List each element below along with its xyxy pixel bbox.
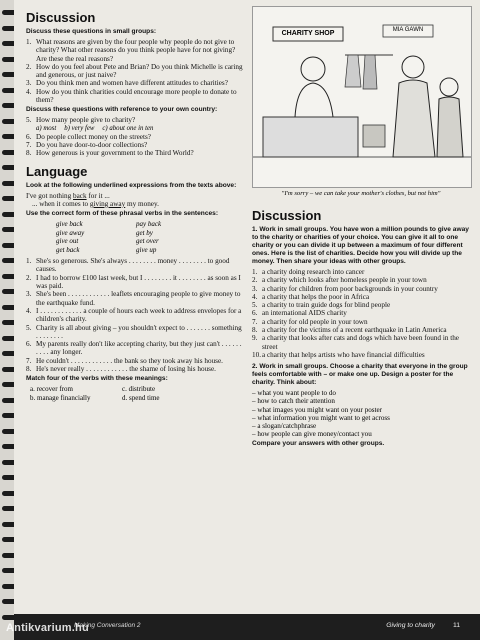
item-number: 6. bbox=[26, 132, 32, 141]
discussion-heading: Discussion bbox=[26, 10, 96, 25]
language-instruction: Look at the following underlined expressions from the texts above: bbox=[26, 181, 237, 189]
discussion-heading-2: Discussion bbox=[252, 208, 322, 223]
item-text: He couldn't . . . . . . . . . . . . the bank so they took away his house. bbox=[36, 356, 223, 365]
discussion-instruction: Discuss these questions in small groups: bbox=[26, 28, 157, 35]
item-number: 8. bbox=[252, 326, 258, 335]
item-number: 7. bbox=[26, 140, 32, 149]
list-item bbox=[26, 133, 244, 141]
item-number: 2. bbox=[26, 62, 32, 71]
item-number: 8. bbox=[26, 365, 32, 374]
option: c) about one in ten bbox=[102, 124, 154, 132]
meanings-grid bbox=[26, 385, 244, 402]
list-item bbox=[252, 276, 470, 284]
item-text: I . . . . . . . . . . . . a couple of hours each week to address envelopes for a children's charity. bbox=[36, 306, 242, 324]
item-text: Do you have door-to-door collections? bbox=[36, 140, 148, 149]
item-number: 2. bbox=[26, 273, 32, 282]
footer-section-title: Giving to charity bbox=[386, 622, 435, 629]
list-item bbox=[252, 309, 470, 317]
list-item bbox=[252, 318, 470, 326]
book-page bbox=[14, 0, 480, 640]
item-text: She's so generous. She's always . . . . . . . . money . . . . . . . . to good causes. bbox=[36, 257, 230, 274]
cartoon-caption: "I'm sorry – we can take your mother's clothes, but not him" bbox=[281, 190, 441, 197]
footer-section bbox=[386, 622, 460, 629]
language-heading: Language bbox=[26, 163, 88, 179]
item-number: 6. bbox=[26, 340, 32, 349]
list-item bbox=[252, 326, 470, 334]
list-item bbox=[26, 116, 244, 124]
item-text: How do you feel about Pete and Brian? Do you think Michelle is caring and generous, or just naive? bbox=[36, 62, 243, 80]
phrasal-verb: give up bbox=[136, 245, 157, 254]
page-number: 11 bbox=[452, 622, 460, 629]
match-instruction: Match four of the verbs with these meanings: bbox=[26, 375, 168, 383]
item-text: Do people collect money on the streets? bbox=[36, 132, 151, 141]
item-number: 5. bbox=[252, 301, 258, 310]
list-item bbox=[252, 285, 470, 293]
question-5 bbox=[26, 116, 244, 124]
item-text: He's never really . . . . . . . . . . . . the shame of losing his house. bbox=[36, 365, 216, 374]
spiral-binding bbox=[0, 0, 14, 640]
right-column bbox=[252, 6, 470, 450]
phrasal-verb: get over bbox=[136, 237, 159, 246]
question-list-b bbox=[26, 133, 244, 158]
meaning-option: a. recover from bbox=[30, 385, 73, 394]
poster-point: – what information you might want to get across bbox=[252, 413, 390, 422]
list-item bbox=[26, 365, 244, 373]
verbs-instruction: Use the correct form of these phrasal verbs in the sentences: bbox=[26, 210, 219, 218]
list-item bbox=[26, 357, 244, 365]
item-number: 4. bbox=[26, 87, 32, 96]
list-item bbox=[252, 351, 470, 359]
phrasal-verb: get by bbox=[136, 228, 153, 237]
list-item bbox=[26, 274, 244, 291]
item-text: a charity that looks after cats and dogs which have been found in the street bbox=[262, 334, 459, 351]
item-text: How many people give to charity? bbox=[36, 116, 136, 125]
item-text: an international AIDS charity bbox=[262, 309, 347, 318]
charity-list bbox=[252, 268, 470, 359]
list-item bbox=[26, 79, 244, 87]
shop-sign-2: MIA GAWN bbox=[392, 27, 424, 33]
phrasal-verb: get back bbox=[56, 245, 80, 254]
item-text: I had to borrow £100 last week, but I . . . . . . . . it . . . . . . . . as soon as I was paid. bbox=[36, 273, 241, 291]
list-item bbox=[26, 149, 244, 157]
item-text: a charity to train guide dogs for blind people bbox=[262, 301, 391, 310]
item-number: 3. bbox=[26, 290, 32, 299]
task1-instruction: 1. Work in small groups. You have won a million pounds to give away to the charity or charities of your choice. You can give it all to one charity or you can divide it up between a maximum of four different ones. Here is the list of charities. Decide how you will divide up the money. Then share your ideas with other groups. bbox=[252, 226, 469, 265]
poster-points bbox=[252, 389, 470, 438]
item-text: She's been . . . . . . . . . . . . leaflets encouraging people to give money to the earthquake fund. bbox=[36, 290, 241, 307]
item-number: 5. bbox=[26, 116, 32, 125]
item-text: How do you think charities could encourage more people to donate to them? bbox=[36, 87, 237, 105]
item-text: Charity is all about giving – you shouldn't expect to . . . . . . . something . . . . . . . . bbox=[36, 323, 242, 340]
item-number: 8. bbox=[26, 149, 32, 158]
item-number: 1. bbox=[26, 38, 32, 46]
sentence-list bbox=[26, 257, 244, 373]
item-number: 10. bbox=[252, 350, 261, 359]
option: b) very few bbox=[64, 124, 95, 132]
meaning-option: c. distribute bbox=[122, 385, 156, 394]
item-text: What reasons are given by the four people why people do not give to charity? What other reasons do you think people have for not giving? Are these the real reasons? bbox=[36, 38, 236, 63]
list-item bbox=[252, 268, 470, 276]
compare-instruction: Compare your answers with other groups. bbox=[252, 440, 385, 448]
country-instruction: Discuss these questions with reference to your own country: bbox=[26, 106, 218, 114]
list-item bbox=[26, 38, 244, 63]
example-1: I've got nothing back for it ... bbox=[26, 191, 110, 200]
phrasal-verb: give away bbox=[56, 228, 85, 237]
task2-instruction: 2. Work in small groups. Choose a charity that everyone in the group feels comfortable with – or make one up. Design a poster for the charity. Think about: bbox=[252, 363, 468, 387]
item-text: My parents really don't like accepting charity, but they just can't . . . . . . . . . . any longer. bbox=[36, 340, 242, 357]
list-item bbox=[26, 257, 244, 274]
shop-sign: CHARITY SHOP bbox=[281, 30, 335, 37]
item-text: a charity that helps the poor in Africa bbox=[262, 292, 370, 301]
list-item bbox=[252, 293, 470, 301]
question-list-a bbox=[26, 38, 244, 104]
poster-point: – what images you might want on your poster bbox=[252, 405, 383, 414]
item-number: 4. bbox=[252, 292, 258, 301]
list-item bbox=[26, 141, 244, 149]
phrasal-verb: pay back bbox=[136, 220, 162, 229]
list-item bbox=[252, 301, 470, 309]
poster-point: – a slogan/catchphrase bbox=[252, 422, 317, 431]
item-number: 7. bbox=[26, 356, 32, 365]
item-text: How generous is your government to the Third World? bbox=[36, 149, 194, 158]
poster-point: – how to catch their attention bbox=[252, 397, 335, 406]
item-number: 6. bbox=[252, 309, 258, 318]
list-item bbox=[26, 340, 244, 357]
poster-point: – what you want people to do bbox=[252, 389, 336, 398]
item-text: a charity that helps artists who have financial difficulties bbox=[262, 350, 425, 359]
item-number: 3. bbox=[252, 284, 258, 293]
meaning-option: b. manage financially bbox=[30, 393, 91, 402]
list-item bbox=[26, 324, 244, 341]
item-text: a charity for children from poor backgrounds in your country bbox=[262, 284, 438, 293]
phrasal-verb-grid bbox=[26, 220, 244, 254]
item-number: 9. bbox=[252, 334, 258, 343]
list-item bbox=[26, 290, 244, 307]
list-item bbox=[26, 307, 244, 324]
list-item bbox=[26, 63, 244, 80]
item-number: 1. bbox=[252, 268, 258, 276]
item-number: 3. bbox=[26, 79, 32, 88]
item-number: 1. bbox=[26, 257, 32, 266]
left-column bbox=[26, 6, 244, 402]
phrasal-verb: give back bbox=[56, 220, 83, 229]
poster-point: – how people can give money/contact you bbox=[252, 430, 372, 439]
q5-options bbox=[26, 125, 244, 133]
example-2: ... when it comes to giving away my money. bbox=[32, 199, 159, 208]
item-text: Do you think men and women have different attitudes to charities? bbox=[36, 79, 228, 88]
item-number: 4. bbox=[26, 306, 32, 315]
item-text: a charity which looks after homeless people in your town bbox=[262, 276, 427, 285]
watermark: Antikvarium.hu bbox=[6, 622, 89, 634]
list-item bbox=[252, 334, 470, 351]
list-item bbox=[26, 88, 244, 105]
option: a) most bbox=[36, 124, 57, 132]
phrasal-verb: give out bbox=[56, 237, 79, 246]
item-number: 2. bbox=[252, 276, 258, 285]
item-number: 5. bbox=[26, 323, 32, 332]
footer-book-title: Making Conversation 2 bbox=[74, 622, 141, 629]
item-number: 7. bbox=[252, 317, 258, 326]
item-text: a charity doing research into cancer bbox=[262, 268, 365, 276]
meaning-option: d. spend time bbox=[122, 393, 160, 402]
item-text: a charity for old people in your town bbox=[262, 317, 368, 326]
item-text: a charity for the victims of a recent earthquake in Latin America bbox=[262, 326, 447, 335]
charity-shop-cartoon bbox=[252, 6, 472, 188]
